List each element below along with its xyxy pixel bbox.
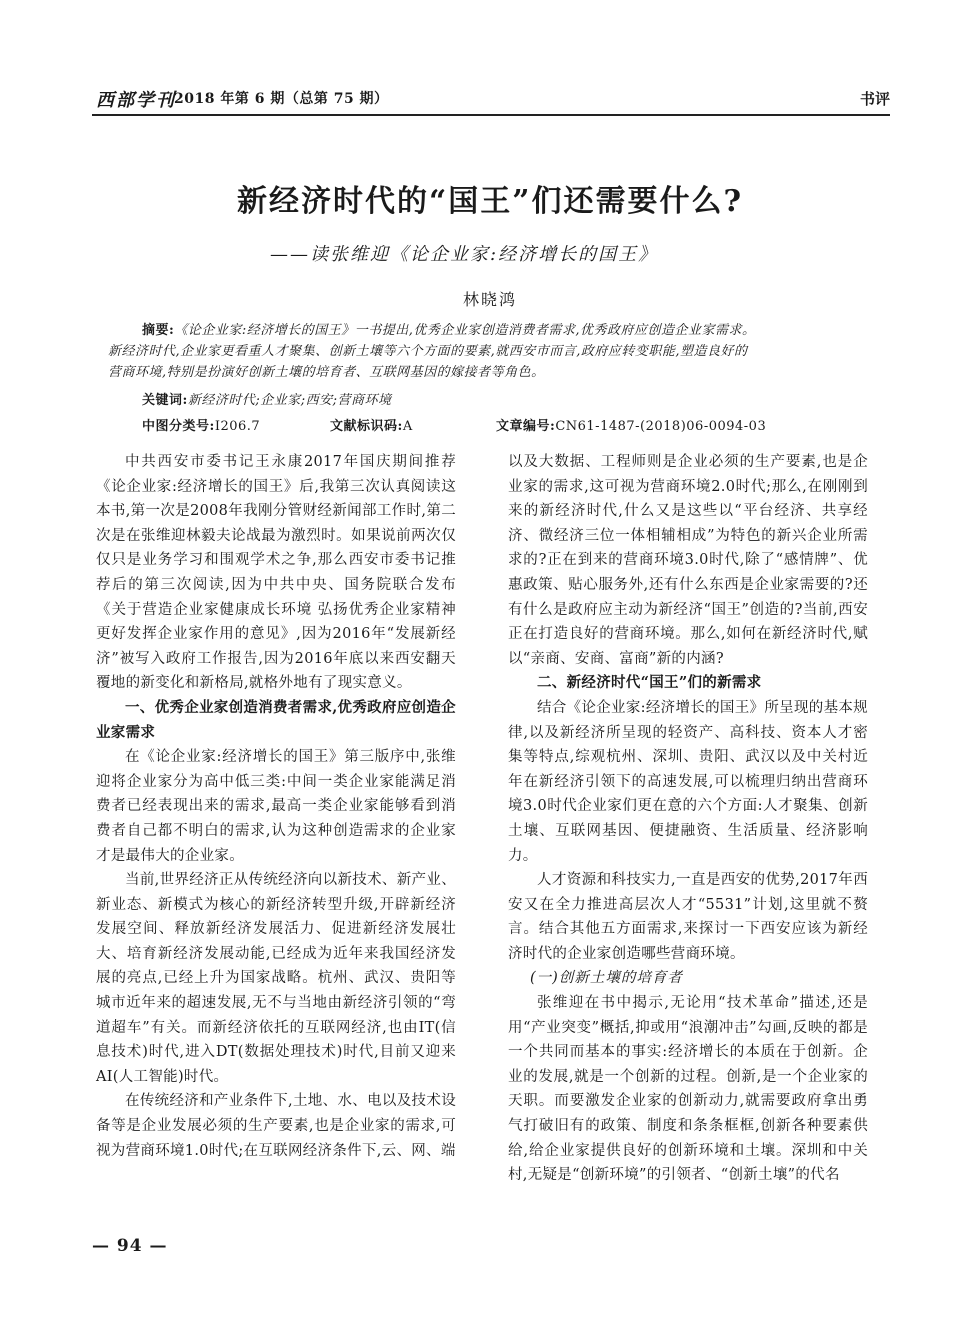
abstract — [108, 320, 878, 383]
section-heading: 一、优秀企业家创造消费者需求,优秀政府应创造企 — [125, 698, 456, 716]
journal-logo: 西部学刊 — [96, 90, 176, 111]
body-paragraph: 在传统经济和产业条件下,土地、水、电以及技术设备等是企业发展必须的生产要素,也是企业家的需求,可视为营商环境1.0时代;在互联网经济条件下,云、网、端 — [96, 1093, 456, 1159]
keywords-value: 新经济时代;企业家;西安;营商环境 — [187, 393, 392, 408]
keywords — [142, 389, 391, 408]
document-code: 文献标识码:A — [330, 419, 413, 434]
running-header — [96, 86, 890, 114]
body-paragraph: 结合《论企业家:经济增长的国王》所呈现的基本规律,以及新经济所呈现的轻资产、高科技、资本人才密集等特点,综观杭州、深圳、贵阳、武汉以及中关村近年在新经济引领下的高速发展,可以梳理归纳出营商环境3.0时代企业家们更在意的六个方面:人才聚集、创新土壤、互联网基因、便捷融资、生活质量、经济影响力。 — [508, 699, 868, 864]
section-label: 书评 — [859, 90, 890, 108]
body-paragraph: 人才资源和科技实力,一直是西安的优势,2017年西安又在全力推进高层次人才“5531”计划,这里就不赘言。结合其他五方面需求,来探讨一下西安应该为新经济时代的企业家创造哪些营商环境。 — [508, 872, 868, 962]
body-right-column — [508, 450, 868, 1188]
body-paragraph: 在《论企业家:经济增长的国王》第三版序中,张维迎将企业家分为高中低三类:中间一类企业家能满足消费者已经表现出来的需求,最高一类企业家能够看到消费者自己都不明白的需求,认为这种创造需求的企业家才是最伟大的企业家。 — [96, 749, 456, 864]
abstract-line-2: 新经济时代,企业家更看重人才聚集、创新土壤等六个方面的要素,就西安市而言,政府应转变职能,塑造良好的 — [108, 344, 748, 359]
author-name: 林晓鸿 — [462, 290, 517, 309]
clc-number: 中图分类号:I206.7 — [142, 419, 261, 434]
article-subtitle: ——读张维迎《论企业家:经济增长的国王》 — [270, 244, 659, 265]
article-title: 新经济时代的“国王”们还需要什么? — [236, 184, 744, 219]
body-paragraph: 中共西安市委书记王永康2017年国庆期间推荐《论企业家:经济增长的国王》后,我第三次认真阅读这本书,第一次是2008年我刚分管财经新闻部工作时,第二次是在张维迎林毅夫论战最为激烈时。如果说前两次仅仅只是业务学习和围观学术之争,那么西安市委书记推荐后的第三次阅读,因为中共中央、国务院联合发布《关于营造企业家健康成长环境 弘扬优秀企业家精神 更好发挥企业家作用的意见》,因为2016年“发展新经济”被写入政府工作报告,因为2016年底以来西安翻天覆地的新变化和新格局,就格外地有了现实意义。 — [96, 454, 456, 692]
abstract-line-1: 摘要:《论企业家:经济增长的国王》一书提出,优秀企业家创造消费者需求,优秀政府应创造企业家需求。 — [142, 323, 756, 338]
abstract-line-3: 营商环境,特别是扮演好创新土壤的培育者、互联网基因的嫁接者等角色。 — [108, 365, 545, 380]
abstract-label: 摘要: — [142, 323, 175, 338]
section-heading: 二、新经济时代“国王”们的新需求 — [537, 674, 762, 692]
section-heading: 业家需求 — [96, 723, 156, 741]
article-number: 文章编号:CN61-1487-(2018)06-0094-03 — [496, 419, 767, 434]
header-rule — [92, 114, 890, 116]
subsection-heading: (一)创新土壤的培育者 — [530, 970, 683, 987]
body-paragraph: 以及大数据、工程师则是企业必须的生产要素,也是企业家的需求,这可视为营商环境2.0时代;那么,在刚刚到来的新经济时代,什么又是这些以“平台经济、共享经济、微经济三位一体相辅相成”为特色的新兴企业所需求的?正在到来的营商环境3.0时代,除了“感情牌”、优惠政策、贴心服务外,还有什么东西是企业家需要的?还有什么是政府应主动为新经济“国王”创造的?当前,西安正在打造良好的营商环境。那么,如何在新经济时代,赋以“亲商、安商、富商”新的内涵? — [508, 454, 868, 667]
keywords-label: 关键词: — [142, 393, 188, 408]
body-left-column — [96, 450, 456, 1163]
body-paragraph: 张维迎在书中揭示,无论用“技术革命”描述,还是用“产业突变”概括,抑或用“浪潮冲击”勾画,反映的都是一个共同而基本的事实:经济增长的本质在于创新。企业的发展,就是一个创新的过程。创新,是一个企业家的天职。而要激发企业家的创新动力,就需要政府拿出勇气打破旧有的政策、制度和条条框框,创新各种要素供给,给企业家提供良好的创新环境和土壤。深圳和中关村,无疑是“创新环境”的引领者、“创新土壤”的代名 — [508, 995, 868, 1184]
body-paragraph: 当前,世界经济正从传统经济向以新技术、新产业、新业态、新模式为核心的新经济转型升级,开辟新经济发展空间、释放新经济发展活力、促进新经济发展壮大、培育新经济发展动能,已经成为近年来我国经济发展的亮点,已经上升为国家战略。杭州、武汉、贵阳等城市近年来的超速发展,无不与当地由新经济引领的“弯道超车”有关。而新经济依托的互联网经济,也由IT(信息技术)时代,进入DT(数据处理技术)时代,目前又迎来AI(人工智能)时代。 — [96, 872, 456, 1085]
issue-info: 2018 年第 6 期（总第 75 期） — [174, 91, 389, 107]
page-number: — 94 — — [92, 1236, 168, 1256]
